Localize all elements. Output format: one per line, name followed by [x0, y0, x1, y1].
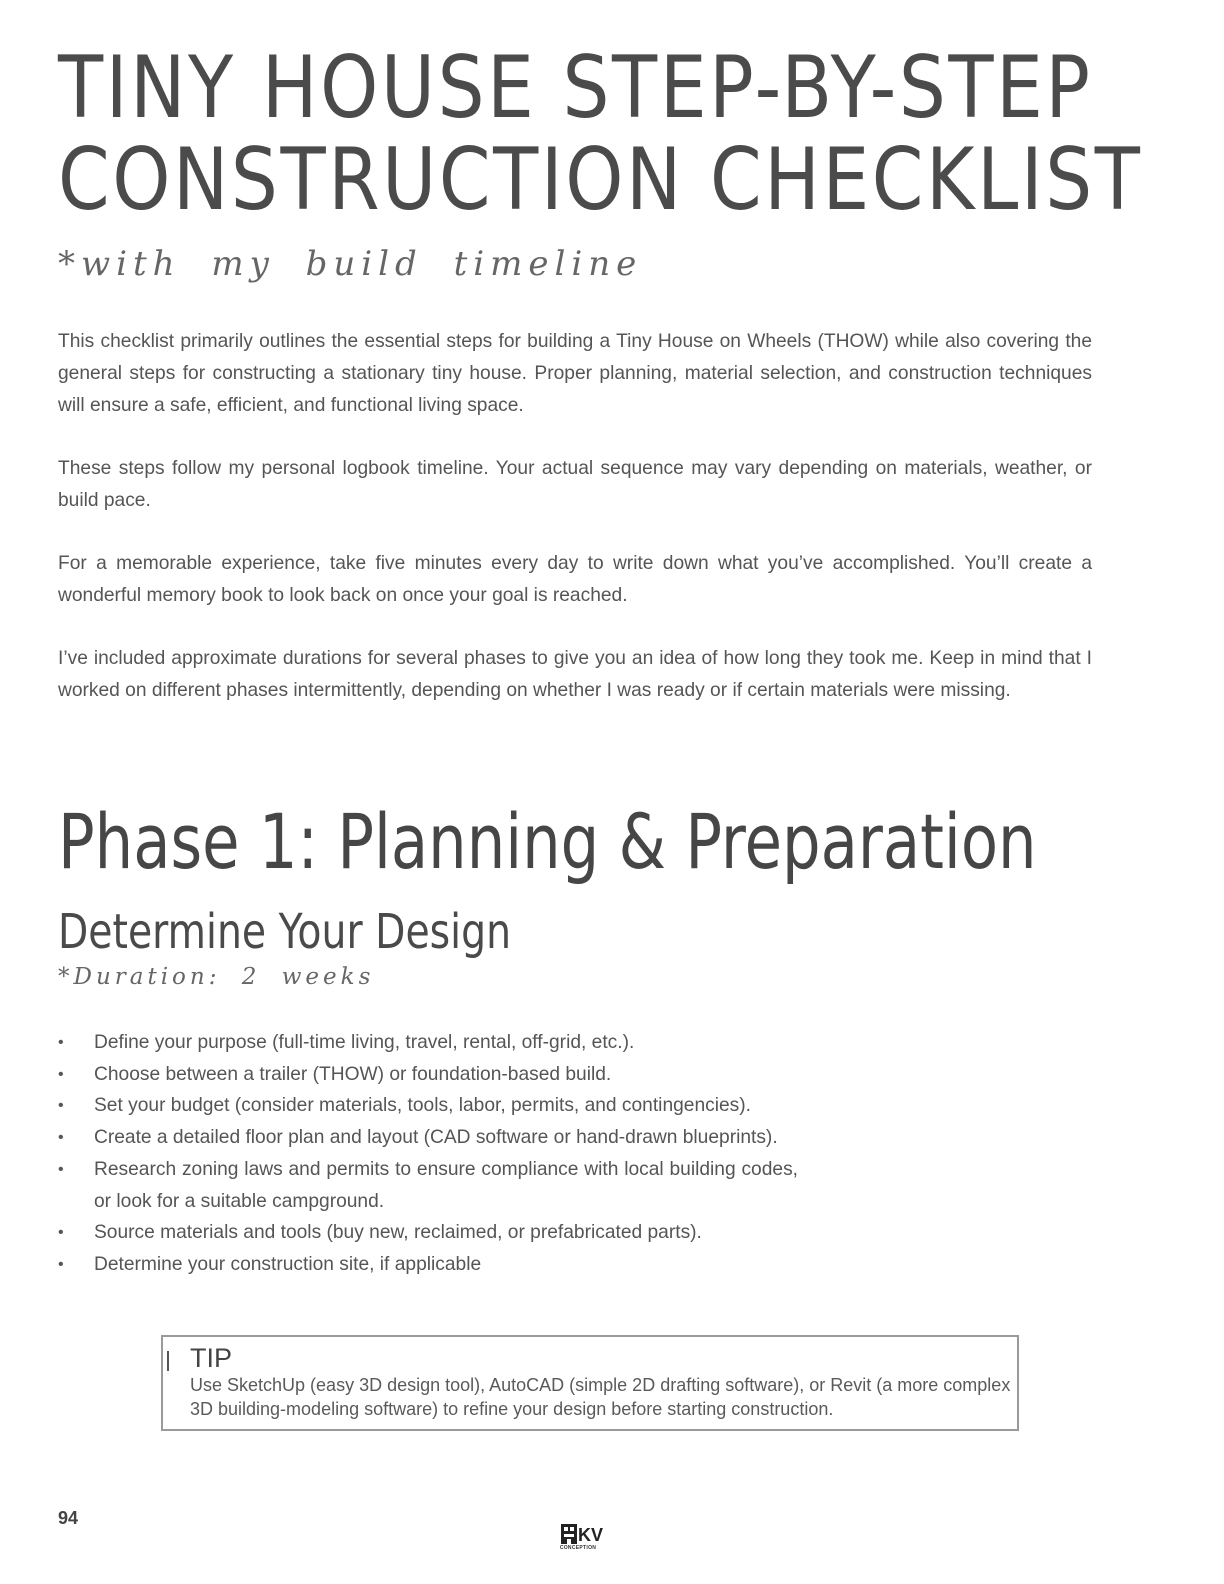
checklist: [58, 1027, 798, 1281]
bullet-icon: •: [58, 1160, 64, 1178]
bullet-icon: •: [58, 1129, 64, 1147]
checklist-item-text: Set your budget (consider materials, tools, labor, permits, and contingencies).: [94, 1095, 751, 1117]
page-title: [58, 38, 1143, 230]
bullet-icon: •: [58, 1224, 64, 1242]
checklist-item: [58, 1059, 798, 1091]
title-line-1: TINY HOUSE STEP-BY-STEP: [58, 38, 1093, 138]
checklist-item: [58, 1090, 798, 1122]
checklist-item-text: Define your purpose (full-time living, travel, rental, off-grid, etc.).: [94, 1032, 635, 1053]
title-line-2: CONSTRUCTION CHECKLIST: [58, 130, 1143, 230]
section-title: Determine Your Design: [58, 904, 512, 960]
tip-box: [161, 1335, 1019, 1431]
tip-heading: TIP: [190, 1343, 233, 1373]
intro-paragraph: These steps follow my personal logbook timeline. Your actual sequence may vary depending on materials, weather, or build pace.: [58, 458, 1092, 511]
checklist-item-text: Create a detailed floor plan and layout (CAD software or hand-drawn blueprints).: [94, 1127, 778, 1149]
page-number: 94: [58, 1508, 79, 1528]
page-subtitle: *with my build timeline: [58, 244, 643, 284]
tip-accent-bar: [167, 1351, 169, 1371]
checklist-item: [58, 1217, 798, 1249]
logo-text: KV: [578, 1525, 604, 1545]
checklist-item-text: Choose between a trailer (THOW) or foundation-based build.: [94, 1063, 612, 1085]
checklist-item: [58, 1122, 798, 1154]
checklist-item: [58, 1249, 798, 1281]
phase-title: Phase 1: Planning & Preparation: [58, 797, 1037, 886]
checklist-item: [58, 1027, 798, 1059]
checklist-item: [58, 1154, 798, 1217]
bullet-icon: •: [58, 1097, 64, 1115]
bullet-icon: •: [58, 1034, 64, 1051]
logo-mark-icon: [561, 1524, 604, 1545]
logo-caption: CONCEPTION: [559, 1545, 597, 1551]
intro-paragraph: I’ve included approximate durations for several phases to give you an idea of how long they took me. Keep in mind that I worked on different phases intermittently, depending on whether I was ready or if certain materials were missing.: [58, 648, 1092, 701]
bullet-icon: •: [58, 1255, 64, 1273]
bullet-icon: •: [58, 1065, 64, 1083]
brand-logo: [558, 1521, 604, 1555]
checklist-item-text: Source materials and tools (buy new, reclaimed, or prefabricated parts).: [94, 1222, 702, 1244]
checklist-item-text: Research zoning laws and permits to ensure compliance with local building codes, or look for a suitable campground.: [94, 1158, 798, 1212]
duration-note: *Duration: 2 weeks: [58, 964, 375, 990]
checklist-item-text: Determine your construction site, if applicable: [94, 1253, 482, 1275]
intro-section: [58, 326, 1092, 738]
tip-text: Use SketchUp (easy 3D design tool), AutoCAD (simple 2D drafting software), or Revit (a more complex 3D building-modeling software) to refine your design before starting construction.: [190, 1375, 1011, 1419]
intro-paragraph: This checklist primarily outlines the essential steps for building a Tiny House on Wheels (THOW) while also covering the general steps for constructing a stationary tiny house. Proper planning, material selection, and construction techniques will ensure a safe, efficient, and functional living space.: [58, 331, 1092, 416]
intro-paragraph: For a memorable experience, take five minutes every day to write down what you’ve accomplished. You’ll create a wonderful memory book to look back on once your goal is reached.: [58, 553, 1092, 606]
